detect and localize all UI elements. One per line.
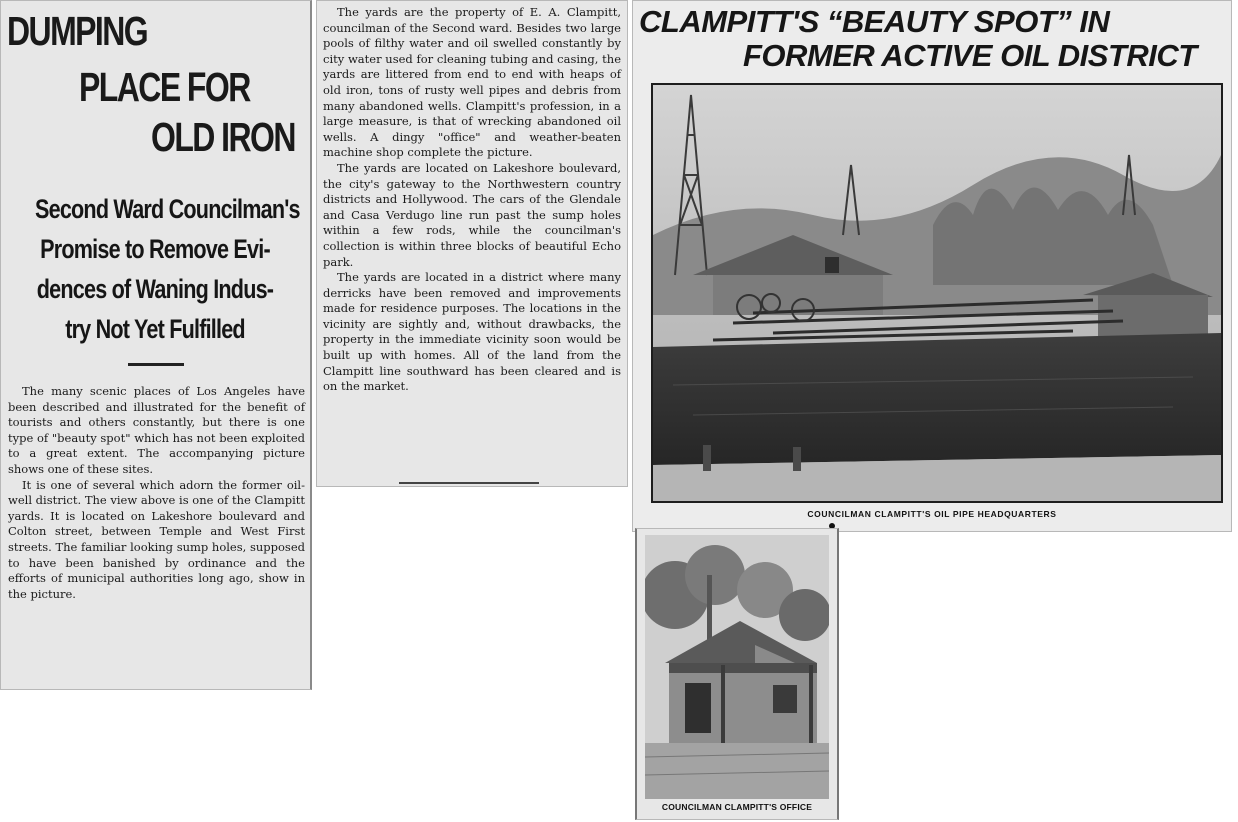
headline-line-3: OLD IRON: [151, 114, 295, 160]
subheadline-deck: [5, 189, 305, 349]
deck-line: Promise to Remove Evi-: [40, 234, 270, 264]
article-body-col1: [8, 384, 305, 602]
office-photo-caption: COUNCILMAN CLAMPITT'S OFFICE: [661, 802, 813, 812]
photo-feature: [632, 0, 1232, 532]
deck-line: Second Ward Councilman's: [35, 194, 300, 224]
article-column-1: [0, 0, 312, 690]
office-photo: [645, 535, 829, 799]
deck-line: try Not Yet Fulfilled: [65, 314, 245, 344]
paragraph: The yards are located on Lakeshore boulevard, the city's gateway to the Northwestern country districts and Hollywood. The cars of the Glendale and Casa Verdugo line run past the sump holes within a few rods, while the councilman's collection is within three blocks of beautiful Echo park.: [323, 160, 621, 269]
column-end-rule: [399, 482, 539, 484]
article-body-col2: [323, 5, 621, 395]
paragraph: The yards are the property of E. A. Clampitt, councilman of the Second ward. Besides two large pools of filthy water and oil swelled constantly by city water used for cleaning tubing and casing, the yards are littered from end to end with heaps of old iron, tons of rusty well pipes and debris from many abandoned wells. Clampitt's profession, in a large measure, is that of wrecking abandoned oil wells. A dingy "office" and weather-beaten machine shop complete the picture.: [323, 5, 621, 160]
headline-line-1: DUMPING: [7, 8, 148, 54]
section-divider: [128, 363, 184, 366]
paragraph: It is one of several which adorn the former oil-well district. The view above is one of the Clampitt yards. It is located on Lakeshore boulevard and Colton street, between Temple and West First streets. The familiar looking sump holes, supposed to have been banished by ordinance and the efforts of municipal authorities long ago, show in the picture.: [8, 477, 305, 601]
photo-title-line-1: CLAMPITT'S “BEAUTY SPOT” IN: [639, 4, 1110, 39]
article-column-2: [316, 0, 628, 487]
office-photo-panel: [635, 528, 839, 820]
deck-line: dences of Waning Indus-: [36, 274, 274, 304]
paragraph: The many scenic places of Los Angeles have been described and illustrated for the benefit of tourists and others constantly, but there is one type of "beauty spot" which has not been exploited to a great extent. The accompanying picture shows one of these sites.: [8, 384, 305, 476]
oil-yard-photo: [651, 83, 1223, 503]
photo-caption: COUNCILMAN CLAMPITT'S OIL PIPE HEADQUARTERS: [807, 509, 1057, 519]
paragraph: The yards are located in a district where many derricks have been removed and improvements made for residence purposes. The locations in the vicinity are sightly and, without drawbacks, the property in the immediate vicinity soon would be built up with homes. All of the land from the Clampitt line southward has been cleared and is on the market.: [323, 270, 621, 394]
photo-title-line-2: FORMER ACTIVE OIL DISTRICT: [743, 38, 1197, 73]
headline-line-2: PLACE FOR: [79, 64, 250, 110]
